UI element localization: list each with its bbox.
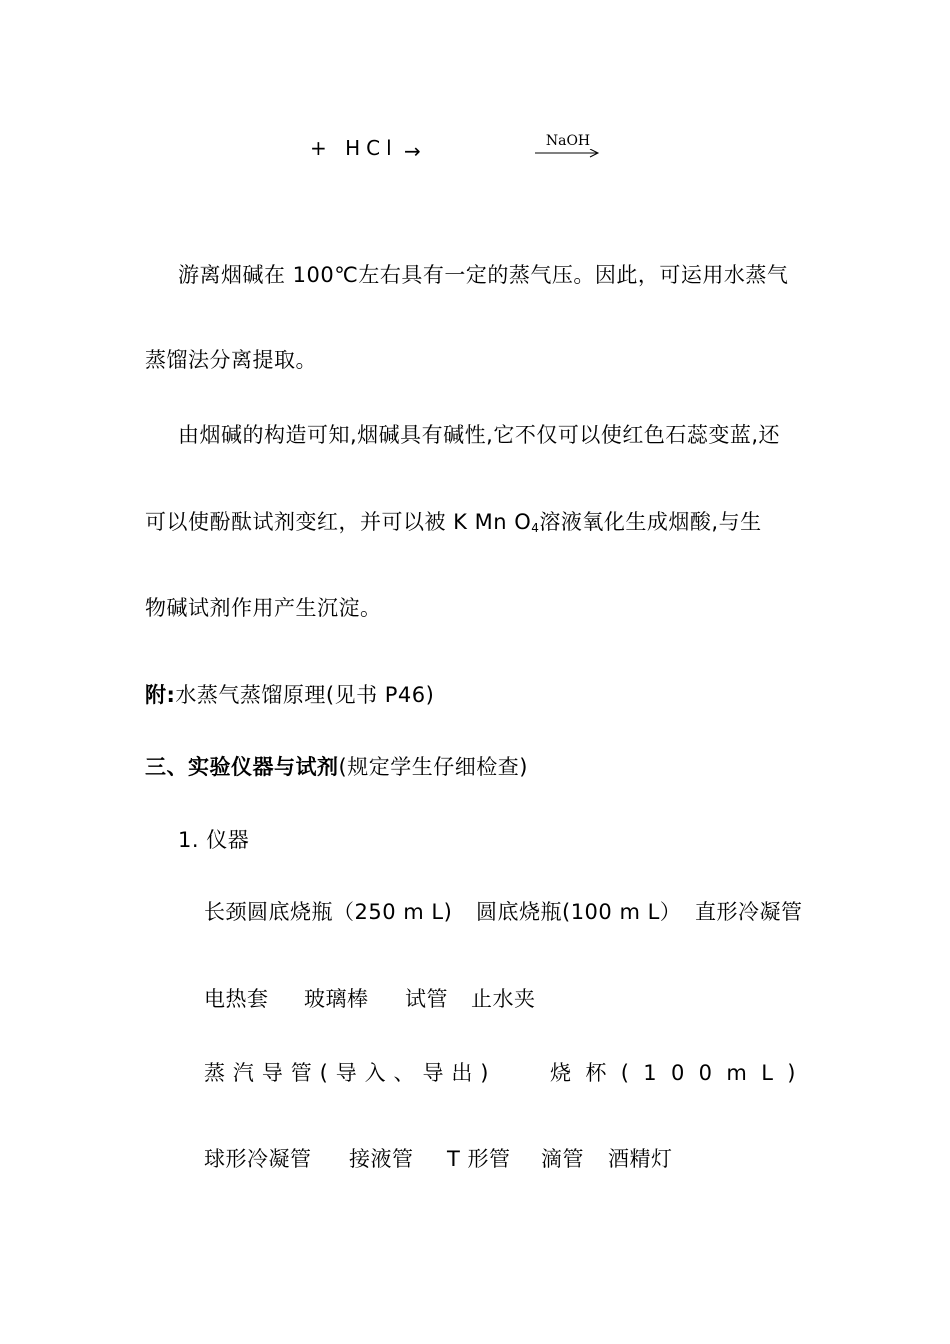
char: 导: [422, 1061, 444, 1085]
section-note: (规定学生仔细检查): [338, 755, 528, 779]
char: ): [480, 1061, 489, 1085]
paragraph-line: 物碱试剂作用产生沉淀。: [145, 596, 382, 620]
paragraph-text: 可以使酚酞试剂变红，并可以被 K Mn O: [145, 510, 532, 534]
section-heading: [145, 752, 810, 782]
char: L: [761, 1061, 774, 1085]
reagent-arrow-icon: [535, 149, 601, 161]
instrument-item: 酒精灯: [608, 1147, 673, 1171]
instrument-item: 电热套: [204, 987, 269, 1011]
char: 烧: [550, 1061, 572, 1085]
instrument-item: 止水夹: [471, 987, 536, 1011]
paragraph-line: 由烟碱的构造可知,烟碱具有碱性,它不仅可以使红色石蕊变蓝,还: [178, 423, 781, 447]
equation-reactant: + HCl: [310, 136, 398, 160]
section-title: 三、实验仪器与试剂: [145, 755, 339, 779]
instrument-item: 试管: [405, 987, 448, 1011]
instrument-item: [204, 1058, 489, 1088]
instrument-item: 圆底烧瓶(100 m L）: [476, 900, 682, 924]
instrument-item: 球形冷凝管: [204, 1147, 312, 1171]
char: (: [620, 1061, 630, 1085]
instrument-item: T 形管: [447, 1147, 511, 1171]
char: 汽: [232, 1061, 255, 1085]
reaction-arrow-icon: →: [404, 139, 421, 163]
char: 0: [698, 1061, 713, 1085]
char: 导: [335, 1061, 358, 1085]
appendix-label: 附:: [145, 683, 176, 707]
char: m: [726, 1061, 748, 1085]
subscript: 4: [531, 521, 540, 535]
char: 1: [643, 1061, 658, 1085]
instrument-item: [550, 1058, 796, 1088]
paragraph-line: [145, 507, 810, 543]
char: ): [787, 1061, 796, 1085]
instrument-item: 直形冷凝管: [695, 900, 803, 924]
instrument-item: 玻璃棒: [304, 987, 369, 1011]
paragraph-line: 游离烟碱在 100℃左右具有一定的蒸气压。因此，可运用水蒸气: [178, 263, 789, 287]
char: 导: [261, 1061, 284, 1085]
char: (: [319, 1061, 329, 1085]
instrument-row: [204, 897, 810, 927]
paragraph-line: 蒸馏法分离提取。: [145, 348, 317, 372]
instrument-item: 滴管: [541, 1147, 584, 1171]
char: 入: [364, 1061, 387, 1085]
appendix-text: 水蒸气蒸馏原理(见书 P46): [175, 683, 435, 707]
paragraph-text: 溶液氧化生成烟酸,与生: [539, 510, 762, 534]
char: 出: [451, 1061, 473, 1085]
char: 0: [670, 1061, 685, 1085]
reagent-label: NaOH: [545, 133, 591, 149]
char: 蒸: [204, 1061, 226, 1085]
char: 杯: [585, 1061, 607, 1085]
subsection-title: 1. 仪器: [178, 828, 250, 852]
instrument-item: 接液管: [349, 1147, 414, 1171]
appendix-line: [145, 680, 810, 710]
instrument-item: 长颈圆底烧瓶（250 m L): [204, 900, 453, 924]
char: 、: [393, 1061, 416, 1085]
char: 管: [290, 1061, 313, 1085]
